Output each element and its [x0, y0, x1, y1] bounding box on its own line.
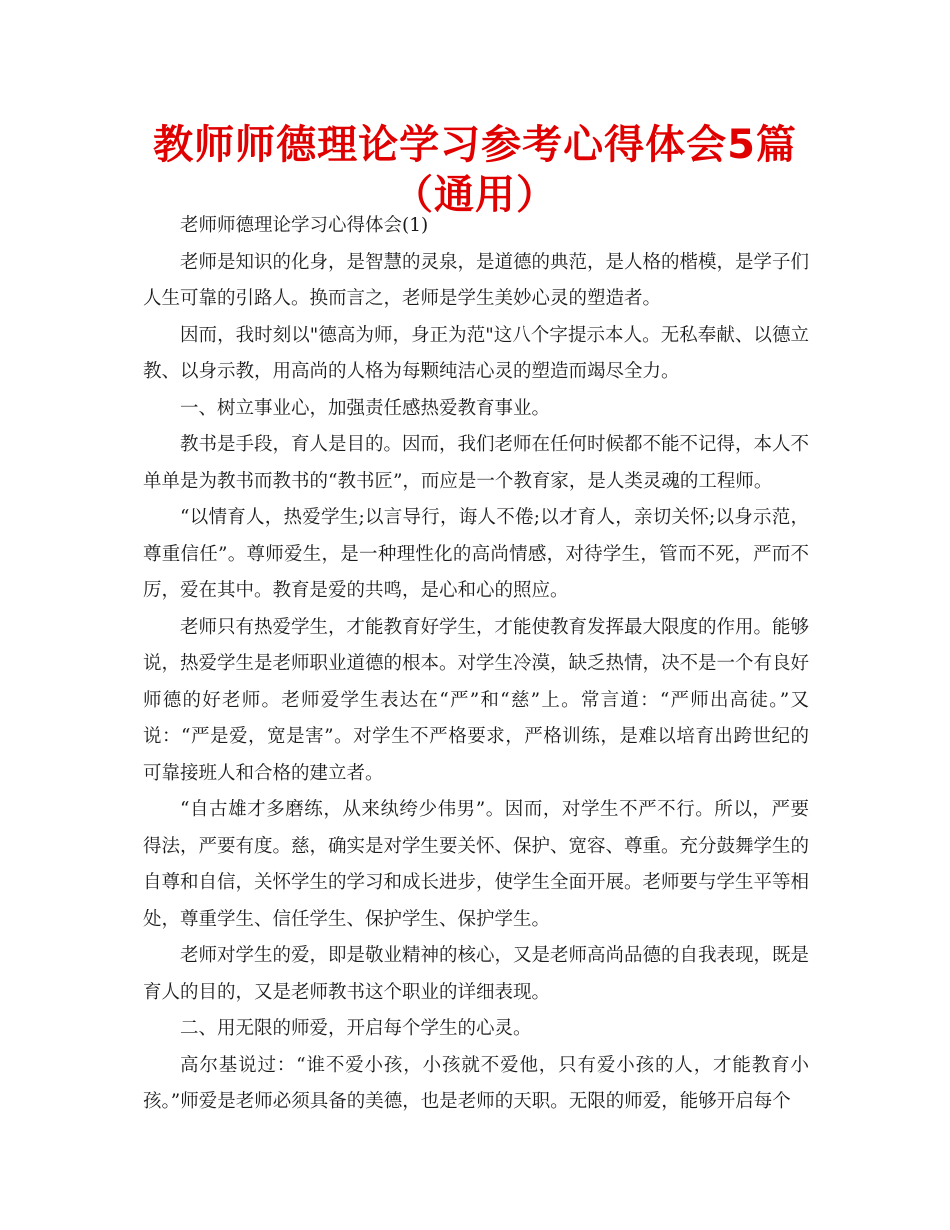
- paragraph: 老师只有热爱学生，才能教育好学生，才能使教育发挥最大限度的作用。能够说，热爱学生是老师职业道德的根本。对学生冷漠，缺乏热情，决不是一个有良好师德的好老师。老师爱学生表达在“严”和“慈”上。常言道：“严师出高徒。”又说：“严是爱，宽是害”。对学生不严格要求，严格训练，是难以培育出跨世纪的可靠接班人和合格的建立者。: [143, 616, 810, 784]
- section-heading: 一、树立事业心，加强责任感热爱教育事业。: [180, 397, 551, 419]
- paragraph: 因而，我时刻以"德高为师，身正为范"这八个字提示本人。无私奉献、以德立教、以身示教，用高尚的人格为每颗纯洁心灵的塑造而竭尽全力。: [143, 324, 809, 382]
- paragraph: 老师是知识的化身，是智慧的灵泉，是道德的典范，是人格的楷模，是学子们人生可靠的引路人。换而言之，老师是学生美妙心灵的塑造者。: [143, 251, 810, 309]
- document-title: 教师师德理论学习参考心得体会5篇（通用）: [153, 122, 797, 218]
- paragraph: “自古雄才多磨练，从来纨绔少伟男”。因而，对学生不严不行。所以，严要得法，严要有度。慈，确实是对学生要关怀、保护、宽容、尊重。充分鼓舞学生的自尊和自信，关怀学生的学习和成长进步，使学生全面开展。老师要与学生平等相处，尊重学生、信任学生、保护学生、保护学生。: [143, 799, 810, 930]
- document-body: [143, 208, 809, 1121]
- paragraph: 老师对学生的爱，即是敬业精神的核心，又是老师高尚品德的自我表现，既是育人的目的，又是老师教书这个职业的详细表现。: [143, 945, 810, 1003]
- section-heading: 二、用无限的师爱，开启每个学生的心灵。: [180, 1018, 532, 1039]
- paragraph: 高尔基说过：“谁不爱小孩，小孩就不爱他，只有爱小孩的人，才能教育小孩。”师爱是老师必须具备的美德，也是老师的天职。无限的师爱，能够开启每个: [143, 1054, 809, 1112]
- paragraph-subtitle: 老师师德理论学习心得体会(1): [180, 215, 429, 236]
- paragraph: “以情育人，热爱学生;以言导行，诲人不倦;以才育人，亲切关怀;以身示范，尊重信任”。尊师爱生，是一种理性化的高尚情感，对待学生，管而不死，严而不厉，爱在其中。教育是爱的共鸣，是心和心的照应。: [143, 507, 809, 601]
- paragraph: 教书是手段，育人是目的。因而，我们老师在任何时候都不能不记得，本人不单单是为教书而教书的“教书匠”，而应是一个教育家，是人类灵魂的工程师。: [143, 434, 810, 492]
